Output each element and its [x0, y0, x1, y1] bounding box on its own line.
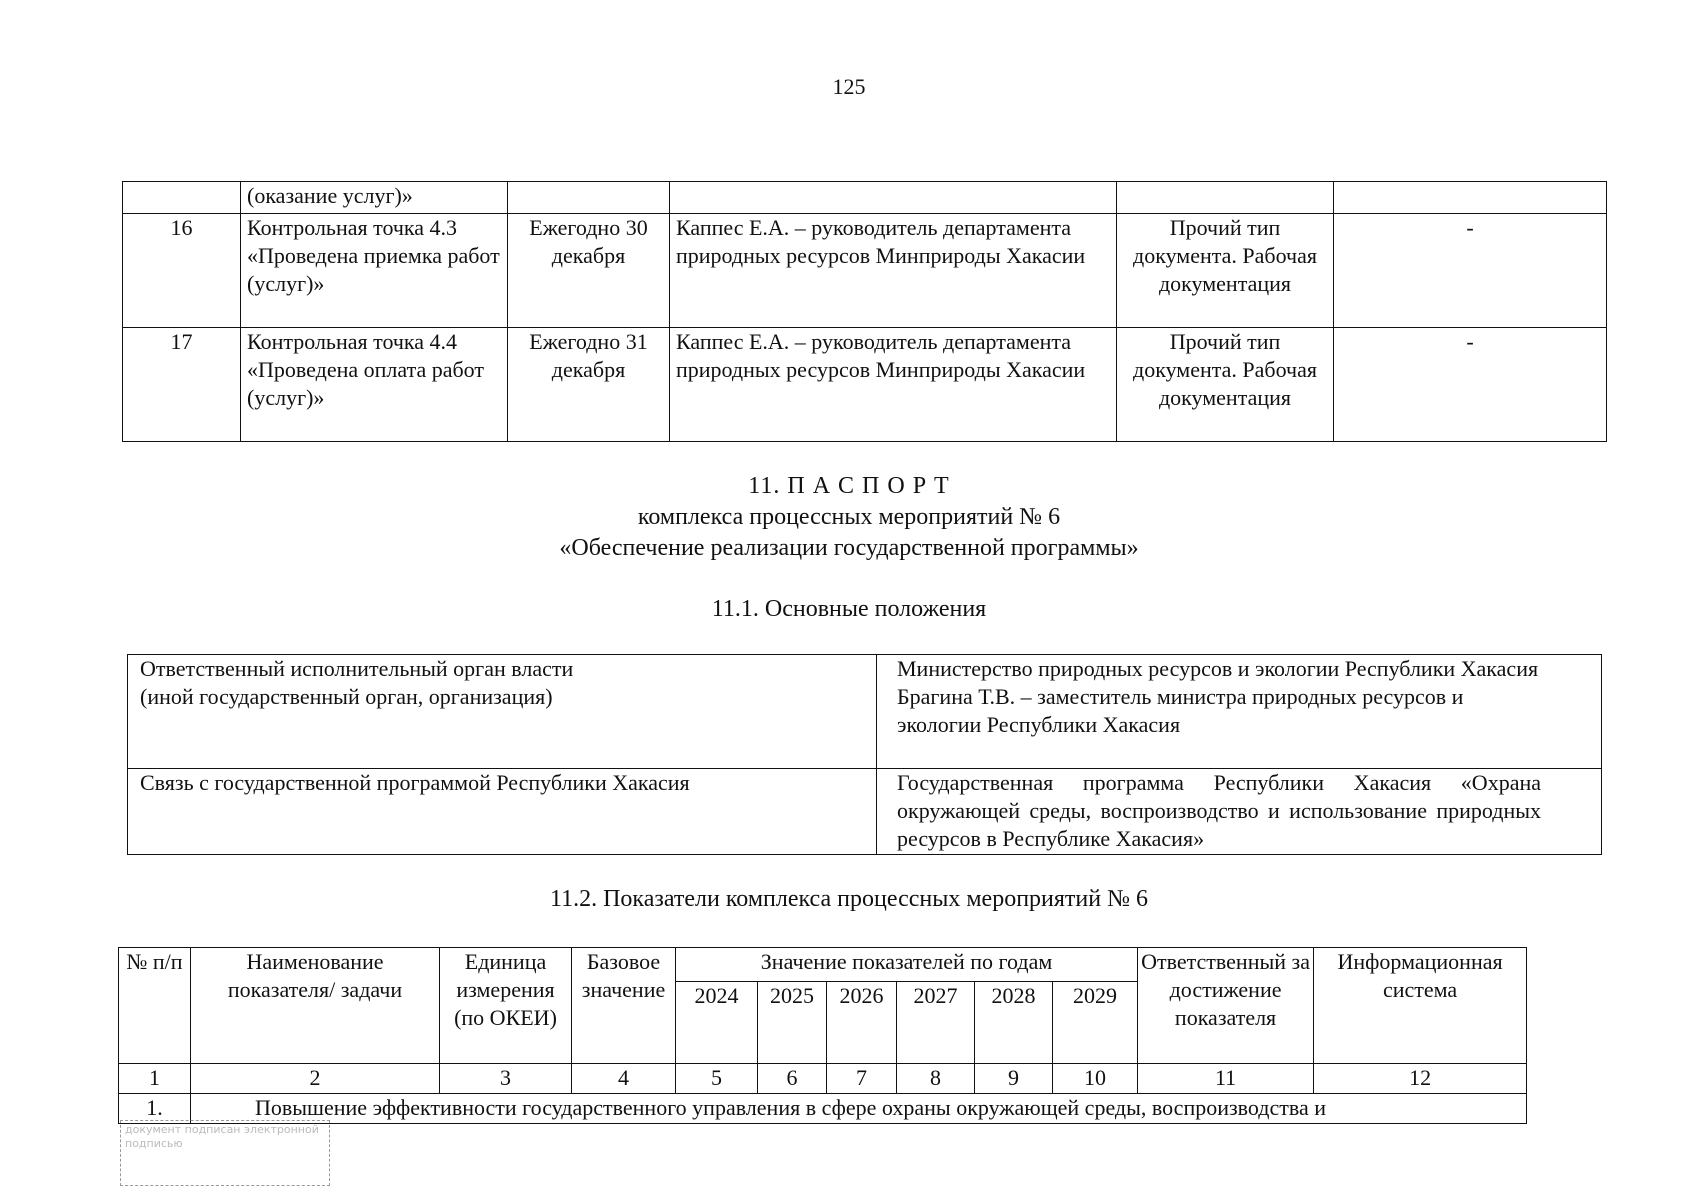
column-number: 5 [676, 1064, 758, 1094]
header-row [119, 948, 1527, 982]
year-header: 2027 [897, 982, 975, 1064]
cp-name: Контрольная точка 4.3 «Проведена приемка работ (услуг)» [241, 214, 508, 328]
year-header: 2029 [1053, 982, 1138, 1064]
cp-num: 16 [123, 214, 241, 328]
label-line: (иной государственный орган, организация) [140, 684, 553, 709]
cp-responsible: Каппес Е.А. – руководитель департамента природных ресурсов Минприроды Хакасии [670, 328, 1117, 442]
cp-responsible: Каппес Е.А. – руководитель департамента природных ресурсов Минприроды Хакасии [670, 214, 1117, 328]
label-cell: Связь с государственной программой Республики Хакасия [128, 769, 877, 855]
cp-date [508, 182, 670, 214]
value-line: Министерство природных ресурсов и экологии Республики Хакасия [897, 656, 1539, 681]
year-header: 2028 [975, 982, 1053, 1064]
value-cell: Государственная программа Республики Хакасия «Охрана окружающей среды, воспроизводство и использование природных ресурсов в Республике Хакасия» [877, 769, 1602, 855]
indicators-table [118, 947, 1527, 1124]
header-system: Информационная система [1314, 948, 1527, 1064]
cp-system [1334, 182, 1607, 214]
cp-system: - [1334, 328, 1607, 442]
column-number: 9 [975, 1064, 1053, 1094]
header-base: Базовое значение [572, 948, 676, 1064]
cp-doc [1117, 182, 1334, 214]
section-11-2-heading: 11.2. Показатели комплекса процессных мероприятий № 6 [549, 886, 1149, 912]
task-text: Повышение эффективности государственного управления в сфере охраны окружающей среды, воспроизводства и [191, 1094, 1527, 1124]
section-11-1-heading: 11.1. Основные положения [711, 596, 987, 622]
header-unit: Единица измерения (по ОКЕИ) [440, 948, 572, 1064]
cp-doc: Прочий тип документа. Рабочая документация [1117, 328, 1334, 442]
cp-num [123, 182, 241, 214]
value-line: Брагина Т.В. – заместитель министра природных ресурсов и экологии Республики Хакасия [897, 684, 1464, 737]
cp-name: (оказание услуг)» [241, 182, 508, 214]
cp-date: Ежегодно 31 декабря [508, 328, 670, 442]
cp-date: Ежегодно 30 декабря [508, 214, 670, 328]
table-row [123, 214, 1607, 328]
column-number: 10 [1053, 1064, 1138, 1094]
table-row [128, 769, 1602, 855]
header-responsible: Ответственный за достижение показателя [1138, 948, 1314, 1064]
header-name: Наименование показателя/ задачи [191, 948, 440, 1064]
label-cell [128, 655, 877, 769]
cp-doc: Прочий тип документа. Рабочая документация [1117, 214, 1334, 328]
column-number: 3 [440, 1064, 572, 1094]
passport-program-name: «Обеспечение реализации государственной программы» [559, 535, 1139, 561]
year-header: 2026 [827, 982, 897, 1064]
cp-system: - [1334, 214, 1607, 328]
column-number: 11 [1138, 1064, 1314, 1094]
column-number: 7 [827, 1064, 897, 1094]
column-number: 2 [191, 1064, 440, 1094]
column-number: 12 [1314, 1064, 1527, 1094]
column-number: 6 [758, 1064, 827, 1094]
cp-responsible [670, 182, 1117, 214]
main-positions-table [127, 654, 1602, 855]
passport-subtitle: комплекса процессных мероприятий № 6 [637, 504, 1061, 530]
table-row [119, 1094, 1527, 1124]
column-number: 8 [897, 1064, 975, 1094]
year-header: 2024 [676, 982, 758, 1064]
column-number: 4 [572, 1064, 676, 1094]
table-row [128, 655, 1602, 769]
signature-stamp: документ подписан электронной подписью [120, 1120, 330, 1186]
cp-name: Контрольная точка 4.4 «Проведена оплата работ (услуг)» [241, 328, 508, 442]
control-points-table [122, 181, 1607, 442]
column-number: 1 [119, 1064, 191, 1094]
table-row [123, 182, 1607, 214]
page-number: 125 [832, 74, 866, 99]
label-line: Ответственный исполнительный орган власти [140, 656, 574, 681]
cp-num: 17 [123, 328, 241, 442]
task-num: 1. [119, 1094, 191, 1124]
year-header: 2025 [758, 982, 827, 1064]
value-cell [877, 655, 1602, 769]
column-numbers-row [119, 1064, 1527, 1094]
table-row [123, 328, 1607, 442]
passport-title: 11. П А С П О Р Т [748, 473, 950, 499]
header-num: № п/п [119, 948, 191, 1064]
header-values: Значение показателей по годам [676, 948, 1138, 982]
